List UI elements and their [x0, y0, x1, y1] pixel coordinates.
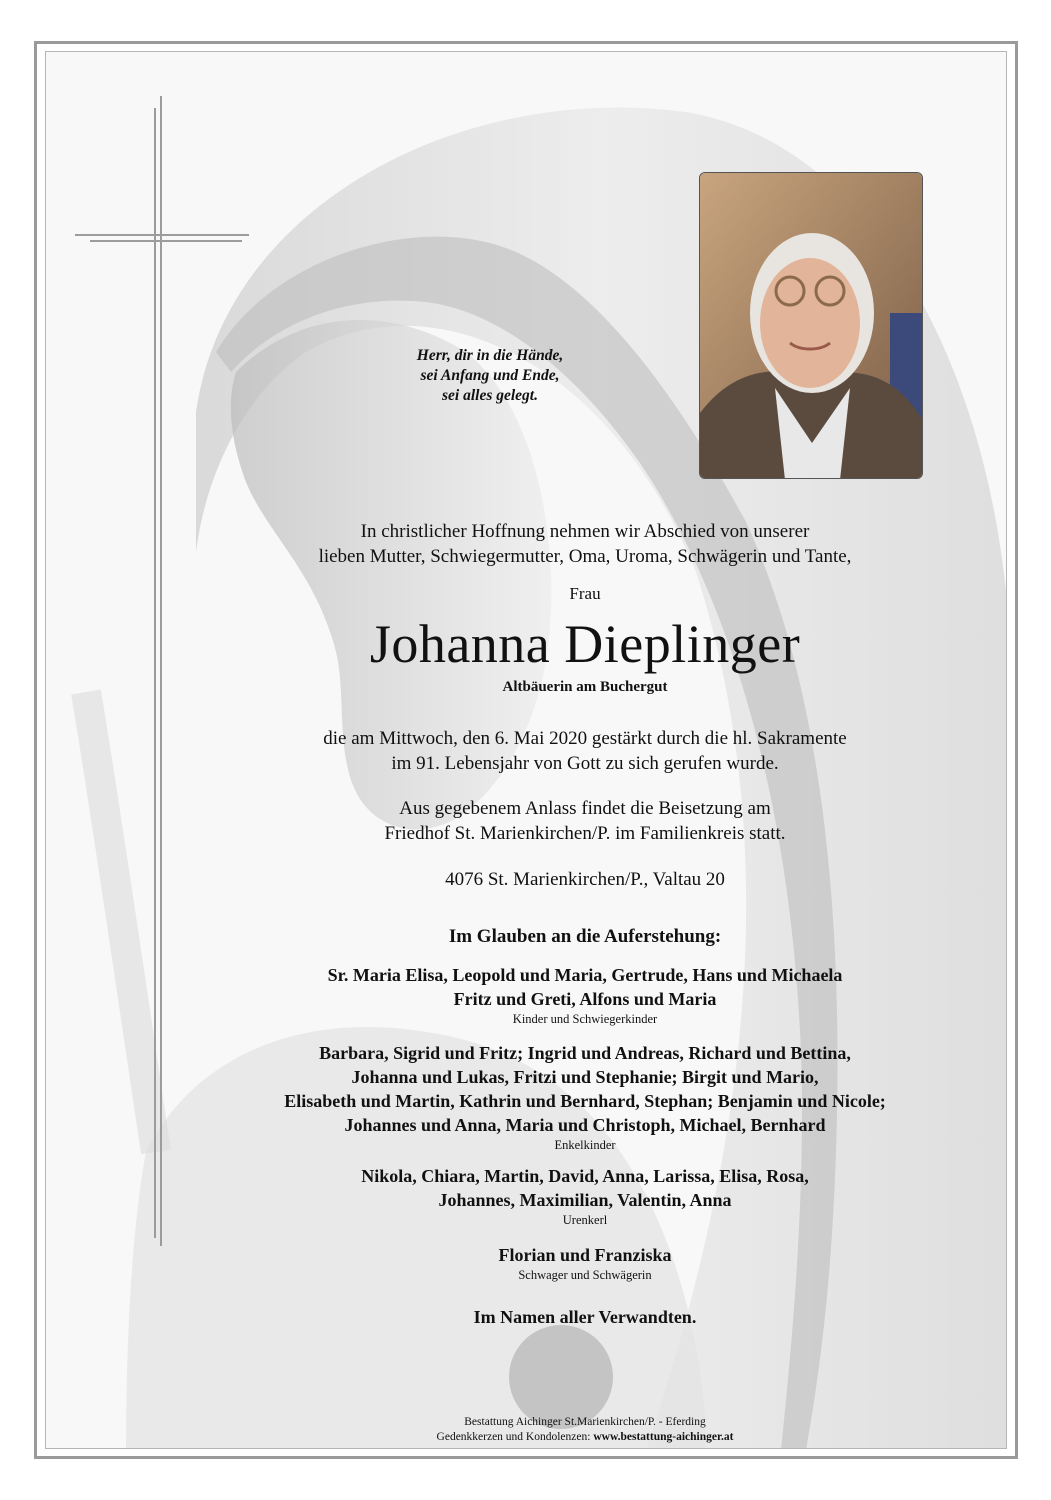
footer-company: Bestattung Aichinger St.Marienkirchen/P. - Eferding	[464, 1416, 706, 1428]
family-group-children	[180, 963, 990, 1027]
deceased-name: Johanna Dieplinger	[369, 614, 801, 674]
verse-line: sei Anfang und Ende,	[420, 367, 560, 384]
family-names: Johannes, Maximilian, Valentin, Anna	[438, 1190, 732, 1210]
family-names: Johannes und Anna, Maria und Christoph, Michael, Bernhard	[344, 1115, 826, 1135]
family-names: Barbara, Sigrid und Fritz; Ingrid und Andreas, Richard und Bettina,	[319, 1043, 851, 1063]
family-relation: Kinder und Schwiegerkinder	[512, 1012, 658, 1026]
family-names: Fritz und Greti, Alfons und Maria	[453, 989, 717, 1009]
faith-heading: Im Glauben an die Auferstehung:	[448, 926, 722, 947]
verse-line: Herr, dir in die Hände,	[416, 347, 564, 364]
intro-text	[180, 519, 990, 569]
family-relation: Schwager und Schwägerin	[518, 1268, 652, 1282]
closing-line: Im Namen aller Verwandten.	[473, 1307, 697, 1327]
portrait-photo	[699, 172, 923, 479]
death-line: im 91. Lebensjahr von Gott zu sich gerufen wurde.	[391, 753, 779, 774]
cross-vertical-line	[154, 108, 156, 1238]
burial-line: Friedhof St. Marienkirchen/P. im Familienkreis statt.	[384, 823, 786, 844]
bible-verse	[330, 346, 650, 406]
salutation: Frau	[569, 584, 601, 603]
family-names: Nikola, Chiara, Martin, David, Anna, Larissa, Elisa, Rosa,	[361, 1166, 809, 1186]
cross-horizontal-line	[75, 234, 249, 236]
family-names: Florian und Franziska	[498, 1245, 672, 1265]
death-line: die am Mittwoch, den 6. Mai 2020 gestärkt durch die hl. Sakramente	[323, 728, 847, 749]
deceased-title: Altbäuerin am Buchergut	[502, 679, 668, 695]
family-names: Sr. Maria Elisa, Leopold und Maria, Gertrude, Hans und Michaela	[327, 965, 843, 985]
verse-line: sei alles gelegt.	[442, 387, 538, 404]
family-group-great-grandchildren	[180, 1164, 990, 1228]
burial-line: Aus gegebenem Anlass findet die Beisetzung am	[399, 798, 771, 819]
intro-line: In christlicher Hoffnung nehmen wir Abschied von unserer	[360, 521, 810, 542]
cross-horizontal-line	[90, 240, 242, 242]
footer-website-link[interactable]: www.bestattung-aichinger.at	[593, 1431, 734, 1443]
footer	[180, 1415, 990, 1445]
family-relation: Enkelkinder	[554, 1138, 616, 1152]
family-names: Elisabeth und Martin, Kathrin und Bernhard, Stephan; Benjamin und Nicole;	[284, 1091, 886, 1111]
family-relation: Urenkerl	[562, 1213, 608, 1227]
family-group-grandchildren	[180, 1041, 990, 1153]
death-notice	[180, 726, 990, 776]
intro-line: lieben Mutter, Schwiegermutter, Oma, Uroma, Schwägerin und Tante,	[318, 546, 852, 567]
footer-contact	[180, 1430, 990, 1445]
family-group-in-laws	[180, 1243, 990, 1283]
cross-vertical-line	[160, 96, 162, 1246]
family-names: Johanna und Lukas, Fritzi und Stephanie; Birgit und Mario,	[351, 1067, 819, 1087]
address: 4076 St. Marienkirchen/P., Valtau 20	[445, 869, 725, 890]
footer-contact-label: Gedenkkerzen und Kondolenzen:	[436, 1431, 594, 1443]
burial-notice	[180, 796, 990, 846]
